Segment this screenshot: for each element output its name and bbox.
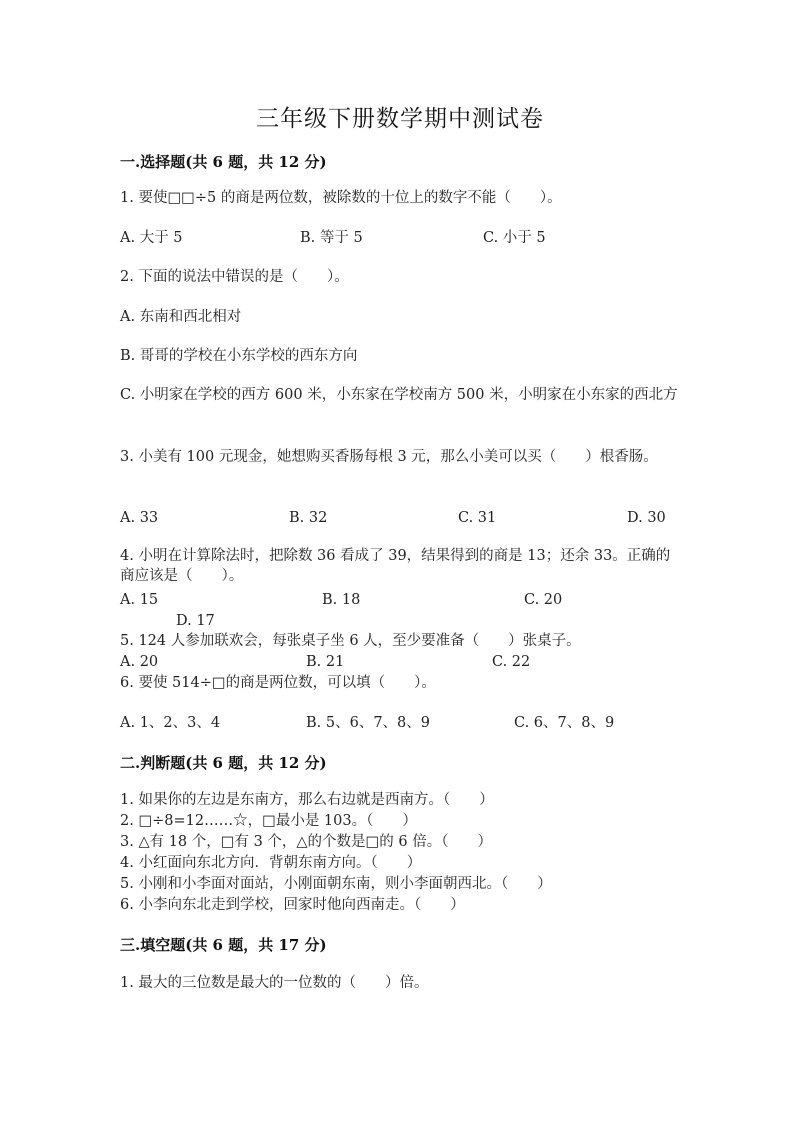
option-b: B. 5、6、7、8、9 [306, 715, 431, 731]
option-a: A. 东南和西北相对 [120, 309, 242, 325]
option-a: A. 大于 5 [120, 230, 183, 246]
option-b: B. 21 [306, 654, 345, 670]
question-stem: 4. 小明在计算除法时，把除数 36 看成了 39，结果得到的商是 13；还余 33。正确的商应该是（ ）。 [120, 548, 671, 584]
list-item: 3. △有 18 个，□有 3 个，△的个数是□的 6 倍。（ ） [120, 834, 492, 850]
option-c: C. 31 [458, 510, 497, 526]
page-title: 三年级下册数学期中测试卷 [256, 106, 544, 132]
option-b: B. 18 [322, 592, 361, 608]
option-a: A. 15 [120, 592, 159, 608]
option-b: B. 32 [289, 510, 328, 526]
option-a: A. 20 [120, 654, 159, 670]
list-item: 2. □÷8=12……☆，□最小是 103。（ ） [120, 813, 417, 829]
section-heading-judgment: 二.判断题(共 6 题，共 12 分) [120, 754, 327, 772]
option-c: C. 22 [492, 654, 531, 670]
option-d: D. 17 [176, 613, 215, 629]
question-stem: 2. 下面的说法中错误的是（ ）。 [120, 269, 349, 285]
option-c: C. 20 [524, 592, 563, 608]
option-a: A. 33 [120, 510, 159, 526]
section-heading-choice: 一.选择题(共 6 题，共 12 分) [120, 153, 327, 171]
option-b: B. 哥哥的学校在小东学校的西东方向 [120, 348, 358, 364]
list-item: 1. 如果你的左边是东南方，那么右边就是西南方。（ ） [120, 792, 494, 808]
list-item: 5. 小刚和小李面对面站，小刚面朝东南，则小李面朝西北。（ ） [120, 876, 552, 892]
option-c: C. 小明家在学校的西方 600 米，小东家在学校南方 500 米，小明家在小东家的西北方 [120, 387, 678, 403]
option-d: D. 30 [627, 510, 666, 526]
option-c: C. 小于 5 [483, 230, 546, 246]
question-stem: 1. 要使□□÷5 的商是两位数，被除数的十位上的数字不能（ ）。 [120, 190, 562, 206]
section-heading-fill: 三.填空题(共 6 题，共 17 分) [120, 936, 327, 954]
option-b: B. 等于 5 [300, 230, 363, 246]
question-stem: 3. 小美有 100 元现金，她想购买香肠每根 3 元，那么小美可以买（ ）根香肠。 [120, 449, 658, 465]
question-stem: 1. 最大的三位数是最大的一位数的（ ）倍。 [120, 975, 429, 991]
question-stem: 6. 要使 514÷□的商是两位数，可以填（ ）。 [120, 675, 436, 691]
list-item: 6. 小李向东北走到学校，回家时他向西南走。（ ） [120, 897, 465, 913]
question-stem: 5. 124 人参加联欢会，每张桌子坐 6 人，至少要准备（ ）张桌子。 [120, 633, 581, 649]
option-a: A. 1、2、3、4 [120, 715, 221, 731]
list-item: 4. 小红面向东北方向．背朝东南方向。（ ） [120, 855, 422, 871]
option-c: C. 6、7、8、9 [514, 715, 615, 731]
